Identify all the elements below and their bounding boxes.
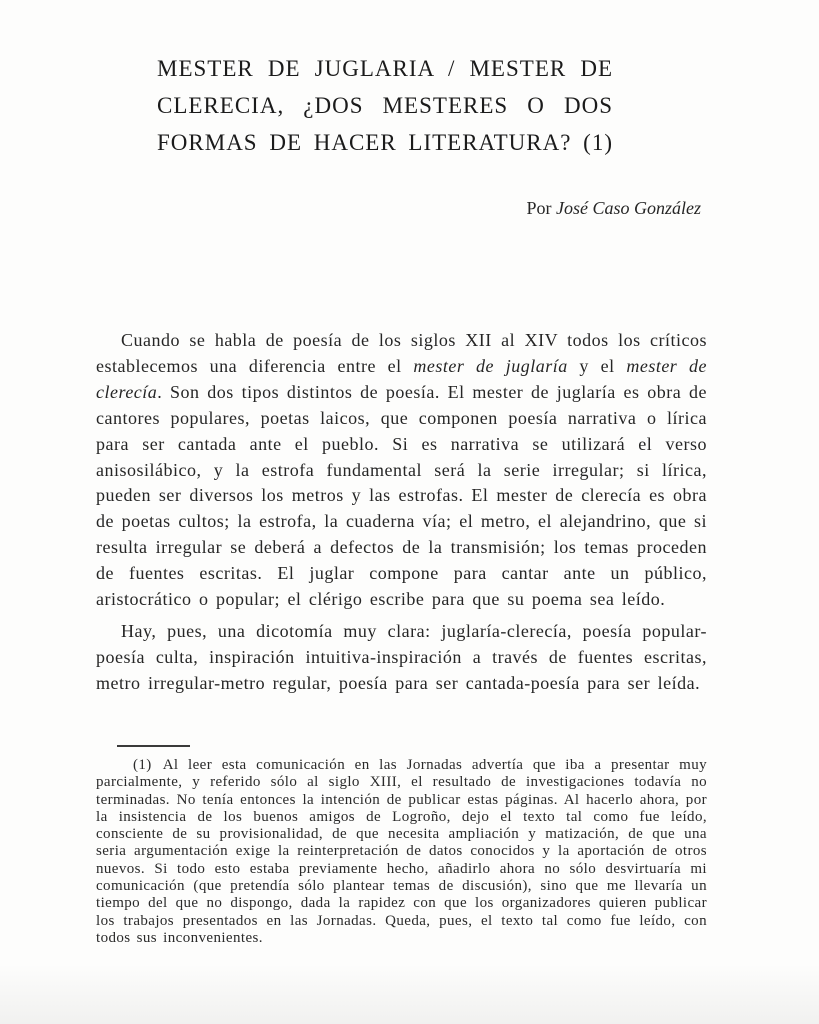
footnote-separator-rule bbox=[117, 745, 190, 747]
byline-prefix: Por bbox=[526, 198, 556, 218]
article-body bbox=[96, 328, 707, 697]
title-line-3: FORMAS DE HACER LITERATURA? (1) bbox=[157, 130, 613, 155]
paragraph-2: Hay, pues, una dicotomía muy clara: juglaría-clerecía, poesía popular-poesía culta, inspiración intuitiva-inspiración a través de fuentes escritas, metro irregular-metro regular, poesía para ser cantada-poesía para ser leída. bbox=[96, 620, 707, 693]
byline-author: José Caso González bbox=[556, 198, 701, 218]
footnote-paragraph bbox=[96, 757, 707, 947]
title-line-1: MESTER DE JUGLARIA / MESTER DE bbox=[157, 56, 613, 81]
footnote-text: Al leer esta comunicación en las Jornadas advertía que iba a presentar muy parcialmente, y referido sólo al siglo XIII, el resultado de investigaciones todavía no terminadas. No tenía entonces la intención de publicar estas páginas. Al hacerlo ahora, por la insistencia de los buenos amigos de Logroño, dejo el texto tal como fue leído, consciente de su provisionalidad, de que necesita ampliación y matización, de que una seria argumentación exige la reinterpretación de datos conocidos y la aportación de otros nuevos. Si todo esto estaba previamente hecho, añadirlo ahora no sólo desvirtuaría mi comunicación (que pretendía sólo plantear temas de discusión), sino que me llevaría un tiempo del que no dispongo, dada la rapidez con que los organizadores quieren publicar los trabajos presentados en las Jornadas. Queda, pues, el texto tal como fue leído, con todos sus inconvenientes. bbox=[96, 757, 707, 946]
byline bbox=[96, 198, 707, 219]
scan-bottom-shadow bbox=[0, 964, 819, 1024]
title-line-2: CLERECIA, ¿DOS MESTERES O DOS bbox=[157, 93, 613, 118]
paragraph-1: Cuando se habla de poesía de los siglos XII al XIV todos los críticos establecemos una diferencia entre el mester de juglaría y el mester de clerecía. Son dos tipos distintos de poesía. El mester de juglaría es obra de cantores populares, poetas laicos, que componen poesía narrativa o lírica para ser cantada ante el pueblo. Si es narrativa se utilizará el verso anisosilábico, y la estrofa fundamental será la serie irregular; si lírica, pueden ser diversos los metros y las estrofas. El mester de clerecía es obra de poetas cultos; la estrofa, la cuaderna vía; el metro, el alejandrino, que si resulta irregular se deberá a defectos de la transmisión; los temas proceden de fuentes escritas. El juglar compone para cantar ante un público, aristocrático o popular; el clérigo escribe para que su poema sea leído. bbox=[96, 330, 708, 610]
article-title bbox=[157, 50, 613, 161]
footnote bbox=[96, 757, 707, 947]
footnote-marker: (1) bbox=[133, 757, 152, 773]
